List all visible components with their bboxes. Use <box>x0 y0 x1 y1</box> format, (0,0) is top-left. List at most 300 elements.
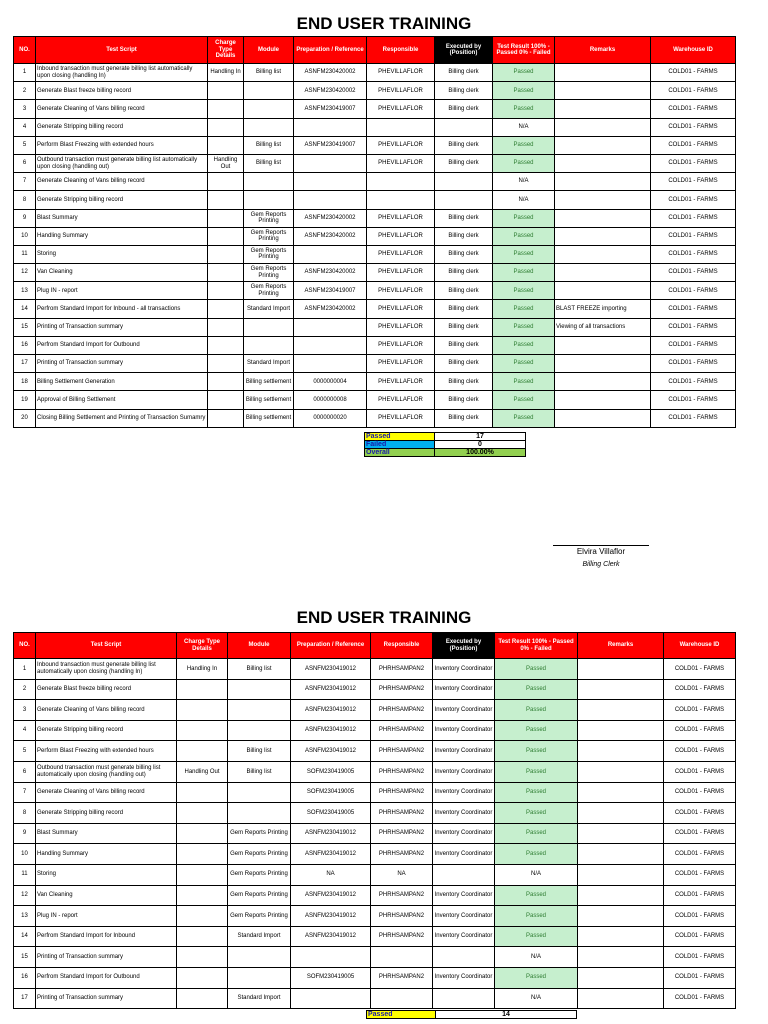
table-row <box>14 700 736 721</box>
cell-remarks: Viewing of all transactions <box>555 318 651 336</box>
cell-warehouse-id: COLD01 - FARMS <box>651 336 736 354</box>
cell-charge-type: Handling Out <box>177 761 228 782</box>
cell-warehouse-id: COLD01 - FARMS <box>664 659 736 680</box>
header-no: NO. <box>14 633 36 659</box>
cell-charge-type <box>208 191 244 209</box>
cell-warehouse-id: COLD01 - FARMS <box>664 782 736 803</box>
cell-reference: NA <box>291 864 371 885</box>
cell-module: Billing list <box>228 761 291 782</box>
cell-module: Gem Reports Printing <box>244 245 294 263</box>
cell-remarks <box>578 906 664 927</box>
cell-no: 12 <box>14 264 36 282</box>
cell-test-result: Passed <box>493 355 555 373</box>
cell-responsible: PHRHSAMPAN2 <box>371 926 433 947</box>
cell-warehouse-id: COLD01 - FARMS <box>651 318 736 336</box>
cell-remarks <box>578 782 664 803</box>
cell-no: 7 <box>14 782 36 803</box>
cell-warehouse-id: COLD01 - FARMS <box>664 741 736 762</box>
cell-reference: SOFM230419005 <box>291 803 371 824</box>
cell-responsible: PHEVILLAFLOR <box>367 355 435 373</box>
cell-no: 19 <box>14 391 36 409</box>
cell-test-result: Passed <box>495 782 578 803</box>
cell-remarks <box>555 173 651 191</box>
table-row <box>14 373 736 391</box>
cell-test-result: Passed <box>493 154 555 172</box>
cell-responsible: PHRHSAMPAN2 <box>371 967 433 988</box>
cell-responsible: PHEVILLAFLOR <box>367 209 435 227</box>
table-row <box>14 947 736 968</box>
cell-module <box>228 947 291 968</box>
cell-remarks <box>578 679 664 700</box>
cell-test-script: Van Cleaning <box>36 264 208 282</box>
cell-reference: ASNFM230420002 <box>294 82 367 100</box>
cell-warehouse-id: COLD01 - FARMS <box>651 118 736 136</box>
cell-test-result: Passed <box>495 720 578 741</box>
cell-warehouse-id: COLD01 - FARMS <box>664 864 736 885</box>
section1-table <box>13 36 736 428</box>
cell-executed-by <box>435 173 493 191</box>
cell-test-script: Printing of Transaction summary <box>36 947 177 968</box>
cell-charge-type <box>208 227 244 245</box>
cell-charge-type <box>177 947 228 968</box>
cell-no: 8 <box>14 803 36 824</box>
cell-charge-type <box>177 906 228 927</box>
cell-reference: ASNFM230419012 <box>291 906 371 927</box>
cell-test-script: Perform Blast Freezing with extended hours <box>36 136 208 154</box>
cell-test-result: Passed <box>495 659 578 680</box>
cell-test-script: Generate Cleaning of Vans billing record <box>36 700 177 721</box>
cell-remarks <box>555 355 651 373</box>
cell-remarks <box>555 264 651 282</box>
cell-test-script: Generate Stripping billing record <box>36 720 177 741</box>
cell-test-result: Passed <box>493 282 555 300</box>
cell-remarks <box>555 391 651 409</box>
cell-module: Standard Import <box>228 926 291 947</box>
cell-remarks <box>555 209 651 227</box>
cell-reference <box>294 336 367 354</box>
cell-no: 15 <box>14 947 36 968</box>
cell-responsible <box>371 988 433 1009</box>
cell-executed-by: Inventory Coordinator <box>433 885 495 906</box>
cell-test-result: Passed <box>495 700 578 721</box>
cell-executed-by: Inventory Coordinator <box>433 844 495 865</box>
cell-reference: ASNFM230419012 <box>291 679 371 700</box>
cell-warehouse-id: COLD01 - FARMS <box>664 679 736 700</box>
cell-executed-by: Inventory Coordinator <box>433 782 495 803</box>
cell-charge-type <box>177 741 228 762</box>
cell-no: 11 <box>14 864 36 885</box>
cell-test-result: Passed <box>495 967 578 988</box>
cell-executed-by: Billing clerk <box>435 318 493 336</box>
cell-module <box>228 679 291 700</box>
cell-no: 5 <box>14 136 36 154</box>
cell-reference <box>291 988 371 1009</box>
cell-test-result: Passed <box>495 906 578 927</box>
table-row <box>14 679 736 700</box>
cell-test-script: Inbound transaction must generate billing list automatically upon closing (handling In) <box>36 659 177 680</box>
cell-no: 14 <box>14 926 36 947</box>
cell-executed-by: Billing clerk <box>435 136 493 154</box>
cell-test-script: Generate Stripping billing record <box>36 118 208 136</box>
cell-test-result: Passed <box>493 209 555 227</box>
cell-charge-type <box>177 679 228 700</box>
cell-responsible: PHEVILLAFLOR <box>367 100 435 118</box>
cell-remarks: BLAST FREEZE importing <box>555 300 651 318</box>
table-row <box>14 409 736 427</box>
cell-no: 13 <box>14 906 36 927</box>
cell-test-script: Storing <box>36 864 177 885</box>
cell-warehouse-id: COLD01 - FARMS <box>651 282 736 300</box>
cell-remarks <box>578 967 664 988</box>
summary-failed-row <box>365 441 526 449</box>
table-row <box>14 355 736 373</box>
cell-charge-type: Handling In <box>177 659 228 680</box>
cell-executed-by: Billing clerk <box>435 64 493 82</box>
cell-test-result: Passed <box>495 803 578 824</box>
cell-reference: SOFM230419005 <box>291 761 371 782</box>
cell-no: 17 <box>14 988 36 1009</box>
cell-module: Standard Import <box>244 300 294 318</box>
header-responsible: Responsible <box>367 37 435 64</box>
cell-executed-by <box>433 988 495 1009</box>
cell-reference: ASNFM230419012 <box>291 741 371 762</box>
table-row <box>14 659 736 680</box>
cell-charge-type <box>177 782 228 803</box>
cell-warehouse-id: COLD01 - FARMS <box>651 82 736 100</box>
cell-warehouse-id: COLD01 - FARMS <box>664 947 736 968</box>
summary-failed-label: Failed <box>365 441 435 449</box>
table-row <box>14 154 736 172</box>
cell-no: 4 <box>14 720 36 741</box>
cell-remarks <box>555 82 651 100</box>
cell-warehouse-id: COLD01 - FARMS <box>651 100 736 118</box>
cell-executed-by: Billing clerk <box>435 209 493 227</box>
cell-charge-type <box>177 885 228 906</box>
section1-title: END USER TRAINING <box>296 14 472 33</box>
cell-module <box>228 782 291 803</box>
cell-warehouse-id: COLD01 - FARMS <box>664 803 736 824</box>
table-row <box>14 245 736 263</box>
cell-responsible: NA <box>371 864 433 885</box>
cell-executed-by: Billing clerk <box>435 409 493 427</box>
cell-responsible: PHEVILLAFLOR <box>367 282 435 300</box>
cell-charge-type <box>208 336 244 354</box>
cell-charge-type <box>208 318 244 336</box>
cell-no: 2 <box>14 679 36 700</box>
table-row <box>14 741 736 762</box>
cell-responsible: PHRHSAMPAN2 <box>371 741 433 762</box>
cell-reference: ASNFM230419012 <box>291 720 371 741</box>
cell-warehouse-id: COLD01 - FARMS <box>664 906 736 927</box>
cell-executed-by: Inventory Coordinator <box>433 700 495 721</box>
cell-warehouse-id: COLD01 - FARMS <box>651 409 736 427</box>
cell-charge-type <box>177 967 228 988</box>
cell-reference: ASNFM230420002 <box>294 227 367 245</box>
cell-no: 6 <box>14 761 36 782</box>
cell-charge-type <box>177 720 228 741</box>
table-row <box>14 118 736 136</box>
table-row <box>14 82 736 100</box>
table-row <box>14 926 736 947</box>
cell-test-result: Passed <box>495 741 578 762</box>
cell-module: Gem Reports Printing <box>228 885 291 906</box>
table-row <box>14 100 736 118</box>
cell-test-script: Blast Summary <box>36 209 208 227</box>
cell-test-result: Passed <box>493 100 555 118</box>
summary-passed-label: Passed <box>365 433 435 441</box>
cell-test-script: Generate Blast freeze billing record <box>36 679 177 700</box>
cell-remarks <box>578 947 664 968</box>
summary-passed-row <box>367 1011 577 1019</box>
cell-test-script: Plug IN - report <box>36 282 208 300</box>
cell-module: Billing list <box>228 659 291 680</box>
cell-warehouse-id: COLD01 - FARMS <box>651 209 736 227</box>
cell-executed-by: Inventory Coordinator <box>433 926 495 947</box>
cell-executed-by: Billing clerk <box>435 282 493 300</box>
cell-responsible: PHRHSAMPAN2 <box>371 700 433 721</box>
cell-charge-type <box>177 844 228 865</box>
cell-reference <box>294 118 367 136</box>
cell-module: Gem Reports Printing <box>228 823 291 844</box>
cell-no: 12 <box>14 885 36 906</box>
cell-test-result: N/A <box>495 988 578 1009</box>
table-row <box>14 300 736 318</box>
cell-warehouse-id: COLD01 - FARMS <box>664 844 736 865</box>
cell-remarks <box>555 373 651 391</box>
table-row <box>14 885 736 906</box>
cell-warehouse-id: COLD01 - FARMS <box>664 761 736 782</box>
summary-overall-value: 100.00% <box>435 449 526 457</box>
cell-executed-by: Inventory Coordinator <box>433 659 495 680</box>
cell-warehouse-id: COLD01 - FARMS <box>651 373 736 391</box>
cell-module: Billing settlement <box>244 373 294 391</box>
header-warehouse-id: Warehouse ID <box>651 37 736 64</box>
cell-module <box>244 100 294 118</box>
cell-warehouse-id: COLD01 - FARMS <box>664 926 736 947</box>
cell-charge-type <box>208 391 244 409</box>
summary-overall-label: Overall <box>365 449 435 457</box>
cell-reference: ASNFM230419012 <box>291 823 371 844</box>
cell-executed-by: Billing clerk <box>435 336 493 354</box>
cell-responsible: PHEVILLAFLOR <box>367 136 435 154</box>
cell-executed-by: Billing clerk <box>435 391 493 409</box>
cell-test-script: Inbound transaction must generate billing list automatically upon closing (handling In) <box>36 64 208 82</box>
cell-warehouse-id: COLD01 - FARMS <box>651 191 736 209</box>
cell-warehouse-id: COLD01 - FARMS <box>651 355 736 373</box>
cell-charge-type <box>177 803 228 824</box>
cell-executed-by: Billing clerk <box>435 373 493 391</box>
cell-responsible <box>367 118 435 136</box>
cell-no: 9 <box>14 209 36 227</box>
table-row <box>14 864 736 885</box>
cell-executed-by: Billing clerk <box>435 100 493 118</box>
cell-test-result: Passed <box>493 82 555 100</box>
table-row <box>14 906 736 927</box>
cell-charge-type <box>208 173 244 191</box>
cell-test-script: Generate Cleaning of Vans billing record <box>36 100 208 118</box>
table-row <box>14 720 736 741</box>
cell-warehouse-id: COLD01 - FARMS <box>651 227 736 245</box>
cell-module: Billing list <box>228 741 291 762</box>
cell-reference: ASNFM230420002 <box>294 264 367 282</box>
cell-warehouse-id: COLD01 - FARMS <box>651 154 736 172</box>
cell-executed-by: Billing clerk <box>435 264 493 282</box>
cell-test-script: Perfrom Standard Import for Outbound <box>36 336 208 354</box>
cell-executed-by: Billing clerk <box>435 245 493 263</box>
cell-remarks <box>578 885 664 906</box>
cell-remarks <box>555 118 651 136</box>
cell-module <box>244 173 294 191</box>
cell-responsible: PHEVILLAFLOR <box>367 318 435 336</box>
cell-remarks <box>578 700 664 721</box>
table-row <box>14 967 736 988</box>
cell-reference: ASNFM230419012 <box>291 659 371 680</box>
cell-test-result: Passed <box>493 227 555 245</box>
cell-no: 1 <box>14 659 36 680</box>
cell-responsible: PHEVILLAFLOR <box>367 264 435 282</box>
cell-responsible: PHEVILLAFLOR <box>367 154 435 172</box>
cell-reference: ASNFM230419007 <box>294 136 367 154</box>
cell-executed-by <box>433 864 495 885</box>
cell-test-result: Passed <box>493 409 555 427</box>
cell-test-result: Passed <box>493 318 555 336</box>
cell-warehouse-id: COLD01 - FARMS <box>651 264 736 282</box>
cell-responsible: PHEVILLAFLOR <box>367 391 435 409</box>
cell-no: 18 <box>14 373 36 391</box>
cell-remarks <box>555 282 651 300</box>
header-remarks: Remarks <box>555 37 651 64</box>
cell-executed-by: Inventory Coordinator <box>433 679 495 700</box>
cell-warehouse-id: COLD01 - FARMS <box>651 136 736 154</box>
cell-test-script: Generate Cleaning of Vans billing record <box>36 173 208 191</box>
cell-test-result: Passed <box>495 844 578 865</box>
cell-executed-by <box>433 947 495 968</box>
cell-charge-type <box>208 409 244 427</box>
cell-module <box>244 191 294 209</box>
cell-reference: ASNFM230420002 <box>294 64 367 82</box>
cell-reference: ASNFM230419012 <box>291 926 371 947</box>
cell-test-script: Closing Billing Settlement and Printing of Transaction Sumamry <box>36 409 208 427</box>
cell-test-script: Printing of Transaction summary <box>36 355 208 373</box>
cell-warehouse-id: COLD01 - FARMS <box>651 245 736 263</box>
cell-remarks <box>578 761 664 782</box>
header-module: Module <box>228 633 291 659</box>
cell-reference: 0000000008 <box>294 391 367 409</box>
cell-executed-by: Inventory Coordinator <box>433 967 495 988</box>
cell-warehouse-id: COLD01 - FARMS <box>664 720 736 741</box>
cell-test-script: Van Cleaning <box>36 885 177 906</box>
cell-responsible: PHRHSAMPAN2 <box>371 885 433 906</box>
cell-reference: SOFM230419005 <box>291 782 371 803</box>
cell-responsible: PHRHSAMPAN2 <box>371 761 433 782</box>
cell-responsible: PHEVILLAFLOR <box>367 300 435 318</box>
cell-test-result: Passed <box>495 679 578 700</box>
cell-executed-by: Inventory Coordinator <box>433 906 495 927</box>
cell-test-script: Plug IN - report <box>36 906 177 927</box>
cell-charge-type <box>177 988 228 1009</box>
header-charge-type: Charge Type Details <box>208 37 244 64</box>
table-row <box>14 823 736 844</box>
summary-passed-value: 17 <box>435 433 526 441</box>
cell-warehouse-id: COLD01 - FARMS <box>664 700 736 721</box>
cell-reference: ASNFM230420002 <box>294 209 367 227</box>
cell-no: 1 <box>14 64 36 82</box>
table-row <box>14 209 736 227</box>
cell-test-script: Perfrom Standard Import for Inbound <box>36 926 177 947</box>
cell-test-result: Passed <box>493 373 555 391</box>
cell-test-script: Perfrom Standard Import for Inbound - all transactions <box>36 300 208 318</box>
cell-charge-type <box>208 282 244 300</box>
cell-warehouse-id: COLD01 - FARMS <box>664 967 736 988</box>
table-row <box>14 336 736 354</box>
cell-remarks <box>555 100 651 118</box>
header-charge-type: Charge Type Details <box>177 633 228 659</box>
cell-module <box>228 720 291 741</box>
cell-no: 20 <box>14 409 36 427</box>
table-row <box>14 782 736 803</box>
summary-failed-value: 0 <box>435 441 526 449</box>
cell-remarks <box>578 864 664 885</box>
table-row <box>14 264 736 282</box>
cell-module: Billing list <box>244 64 294 82</box>
cell-charge-type <box>177 700 228 721</box>
header-test-result: Test Result 100% - Passed 0% - Failed <box>493 37 555 64</box>
cell-remarks <box>555 136 651 154</box>
cell-responsible: PHRHSAMPAN2 <box>371 679 433 700</box>
header-executed-by: Executed by (Position) <box>435 37 493 64</box>
cell-module <box>244 318 294 336</box>
table-row <box>14 136 736 154</box>
cell-module: Billing settlement <box>244 391 294 409</box>
cell-reference: ASNFM230419007 <box>294 282 367 300</box>
cell-test-script: Handling Summary <box>36 227 208 245</box>
cell-no: 7 <box>14 173 36 191</box>
cell-test-script: Approval of Billing Settlement <box>36 391 208 409</box>
section2-title: END USER TRAINING <box>296 608 472 627</box>
cell-responsible: PHRHSAMPAN2 <box>371 823 433 844</box>
signature-name: Elvira Villaflor <box>576 547 626 556</box>
cell-responsible <box>367 191 435 209</box>
cell-module <box>244 336 294 354</box>
cell-test-result: N/A <box>493 173 555 191</box>
cell-no: 17 <box>14 355 36 373</box>
table-row <box>14 227 736 245</box>
cell-no: 3 <box>14 100 36 118</box>
header-remarks: Remarks <box>578 633 664 659</box>
cell-test-script: Billing Settlement Generation <box>36 373 208 391</box>
cell-test-result: N/A <box>495 864 578 885</box>
cell-reference: 0000000020 <box>294 409 367 427</box>
cell-module <box>244 118 294 136</box>
cell-remarks <box>578 844 664 865</box>
summary-passed-row <box>365 433 526 441</box>
cell-charge-type <box>208 264 244 282</box>
cell-module <box>228 803 291 824</box>
cell-reference: ASNFM230419012 <box>291 700 371 721</box>
cell-reference <box>294 355 367 373</box>
section2-header-row <box>14 633 736 659</box>
cell-executed-by: Billing clerk <box>435 82 493 100</box>
cell-warehouse-id: COLD01 - FARMS <box>651 391 736 409</box>
cell-responsible: PHRHSAMPAN2 <box>371 803 433 824</box>
cell-responsible: PHRHSAMPAN2 <box>371 659 433 680</box>
cell-module: Billing list <box>244 154 294 172</box>
cell-test-script: Perfrom Standard Import for Outbound <box>36 967 177 988</box>
cell-reference: ASNFM230419012 <box>291 844 371 865</box>
cell-module: Billing settlement <box>244 409 294 427</box>
table-row <box>14 988 736 1009</box>
cell-module: Gem Reports Printing <box>228 844 291 865</box>
